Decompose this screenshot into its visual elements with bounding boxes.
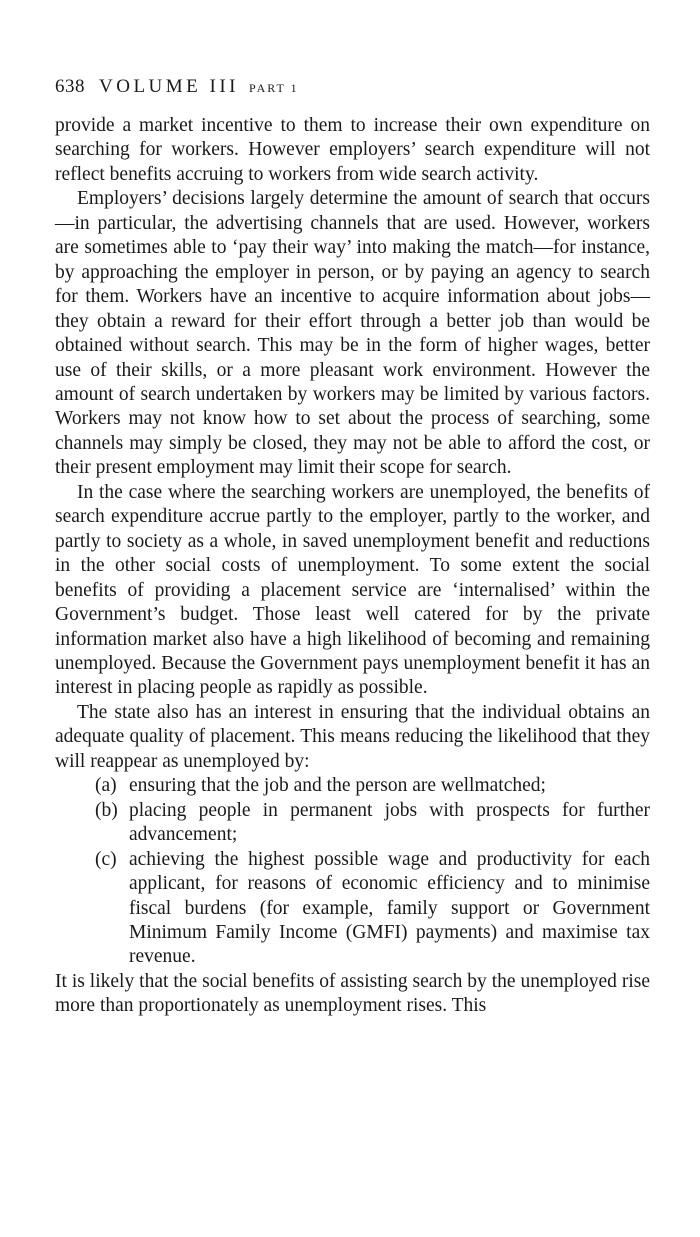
list-item [55, 774, 650, 798]
list-marker: (a) [95, 775, 117, 797]
paragraph-employers-decisions: Employers’ decisions largely determine the amount of search that occurs—in particular, the advertising channels that are used. However, workers are sometimes able to ‘pay their way’ into making the match—for instance, by approaching the employer in person, or by paying an agency to search for them. Workers have an incentive to acquire information about jobs—they obtain a reward for their effort through a better job than would be obtained without search. This may be in the form of higher wages, better use of their skills, or a more pleasant work environment. However the amount of search undertaken by workers may be limited by various factors. Workers may not know how to set about the process of searching, some channels may simply be closed, they may not be able to afford the cost, or their present employment may limit their scope for search. [55, 188, 650, 479]
paragraph-closing: It is likely that the social benefits of assisting search by the unemployed rise more than proportionately as unemployment rises. This [55, 970, 650, 1017]
list-item-text: ensuring that the job and the person are wellmatched; [129, 775, 546, 797]
list-item [55, 848, 650, 970]
paragraph-state-interest: The state also has an interest in ensuring that the individual obtains an adequate quality of placement. This means reducing the likelihood that they will reappear as unemployed by: [55, 701, 650, 772]
running-header [55, 76, 299, 98]
list-item-text: placing people in permanent jobs with prospects for further advancement; [129, 799, 650, 846]
list-marker: (c) [95, 848, 117, 870]
list-marker: (b) [95, 799, 118, 821]
list-item [55, 799, 650, 848]
list-item-text: achieving the highest possible wage and productivity for each applicant, for reasons of economic efficiency and to minimise fiscal burdens (for example, family support or Government Minimum Family Income (GMFI) payments) and maximise tax revenue. [129, 848, 650, 968]
paragraph-continued: provide a market incentive to them to increase their own expenditure on searching for workers. However employers’ search expenditure will not reflect benefits accruing to workers from wide search activity. [55, 115, 650, 185]
page-number: 638 [55, 76, 85, 97]
placement-goals-list [55, 774, 650, 970]
body-text [55, 114, 650, 1019]
part-label: PART 1 [249, 81, 299, 95]
paragraph-unemployed-workers: In the case where the searching workers are unemployed, the benefits of search expenditure accrue partly to the employer, partly to the worker, and partly to society as a whole, in saved unemployment benefit and reductions in the other social costs of unemployment. To some extent the social benefits of providing a placement service are ‘internalised’ within the Government’s budget. Those least well catered for by the private information market also have a high likelihood of becoming and remaining unemployed. Because the Government pays unemployment benefit it has an interest in placing people as rapidly as possible. [55, 481, 650, 699]
volume-label: VOLUME III [99, 76, 240, 97]
